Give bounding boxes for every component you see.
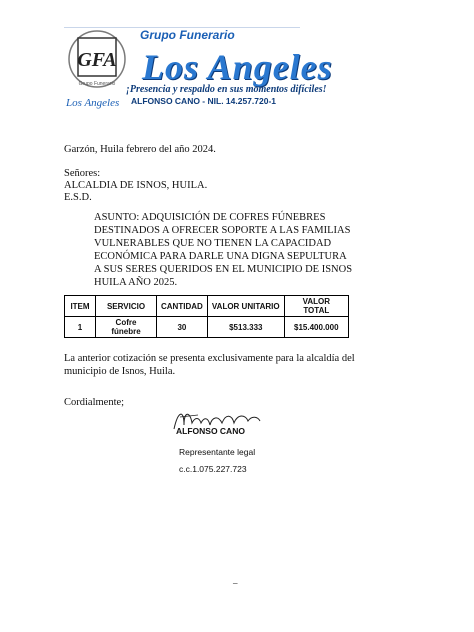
header-item: ITEM [65,296,96,317]
salutation: Señores: [64,168,101,179]
subject-line: HUILA AÑO 2025. [94,277,178,288]
brand-name: Los Angeles [142,47,333,87]
company-logo [66,28,128,90]
subject-block [94,211,380,289]
subject-line: VULNERABLES QUE NO TIENEN LA CAPACIDAD [94,238,332,249]
subject-line: DESTINADOS A OFRECER SOPORTE A LAS FAMILIAS [94,225,351,236]
table-header-row [65,296,349,317]
subject-line: A SUS SERES QUERIDOS EN EL MUNICIPIO DE ISNOS [94,264,353,275]
quote-table [64,295,349,338]
city-date: Garzón, Huila febrero del año 2024. [64,144,216,155]
subject-line: ECONÓMICA PARA DARLE UNA DIGNA SEPULTURA [94,251,347,262]
header-valor-total: VALOR TOTAL [284,296,348,317]
esd-line: E.S.D. [64,192,92,203]
cell-servicio: Cofre fúnebre [96,317,157,338]
table-row [65,317,349,338]
quote-note: La anterior cotización se presenta exclusivamente para la alcaldía del municipio de Isnos, Huila. [64,353,355,377]
slogan: ¡Presencia y respaldo en sus momentos difíciles! [126,84,327,95]
recipient: ALCALDIA DE ISNOS, HUILA. [64,180,208,191]
page-mark: – [233,578,238,588]
header-servicio: SERVICIO [96,296,157,317]
owner-line: ALFONSO CANO - NIL. 14.257.720-1 [131,96,277,106]
header-valor-unitario: VALOR UNITARIO [207,296,284,317]
subject-line: ASUNTO: ADQUISICIÓN DE COFRES FÚNEBRES [94,212,326,223]
svg-text:Grupo Funerario: Grupo Funerario [78,81,116,87]
cell-item: 1 [65,317,96,338]
cell-valor-unitario: $513.333 [207,317,284,338]
logo-caption: Los Angeles [66,97,120,109]
cell-valor-total: $15.400.000 [284,317,348,338]
closing: Cordialmente; [64,397,125,408]
signer-name: ALFONSO CANO [176,426,245,436]
signer-role: Representante legal [179,447,256,457]
signer-id: c.c.1.075.227.723 [179,464,247,474]
group-label: Grupo Funerario [140,28,235,42]
header-cantidad: CANTIDAD [157,296,208,317]
cell-cantidad: 30 [157,317,208,338]
svg-text:GFA: GFA [77,49,117,71]
